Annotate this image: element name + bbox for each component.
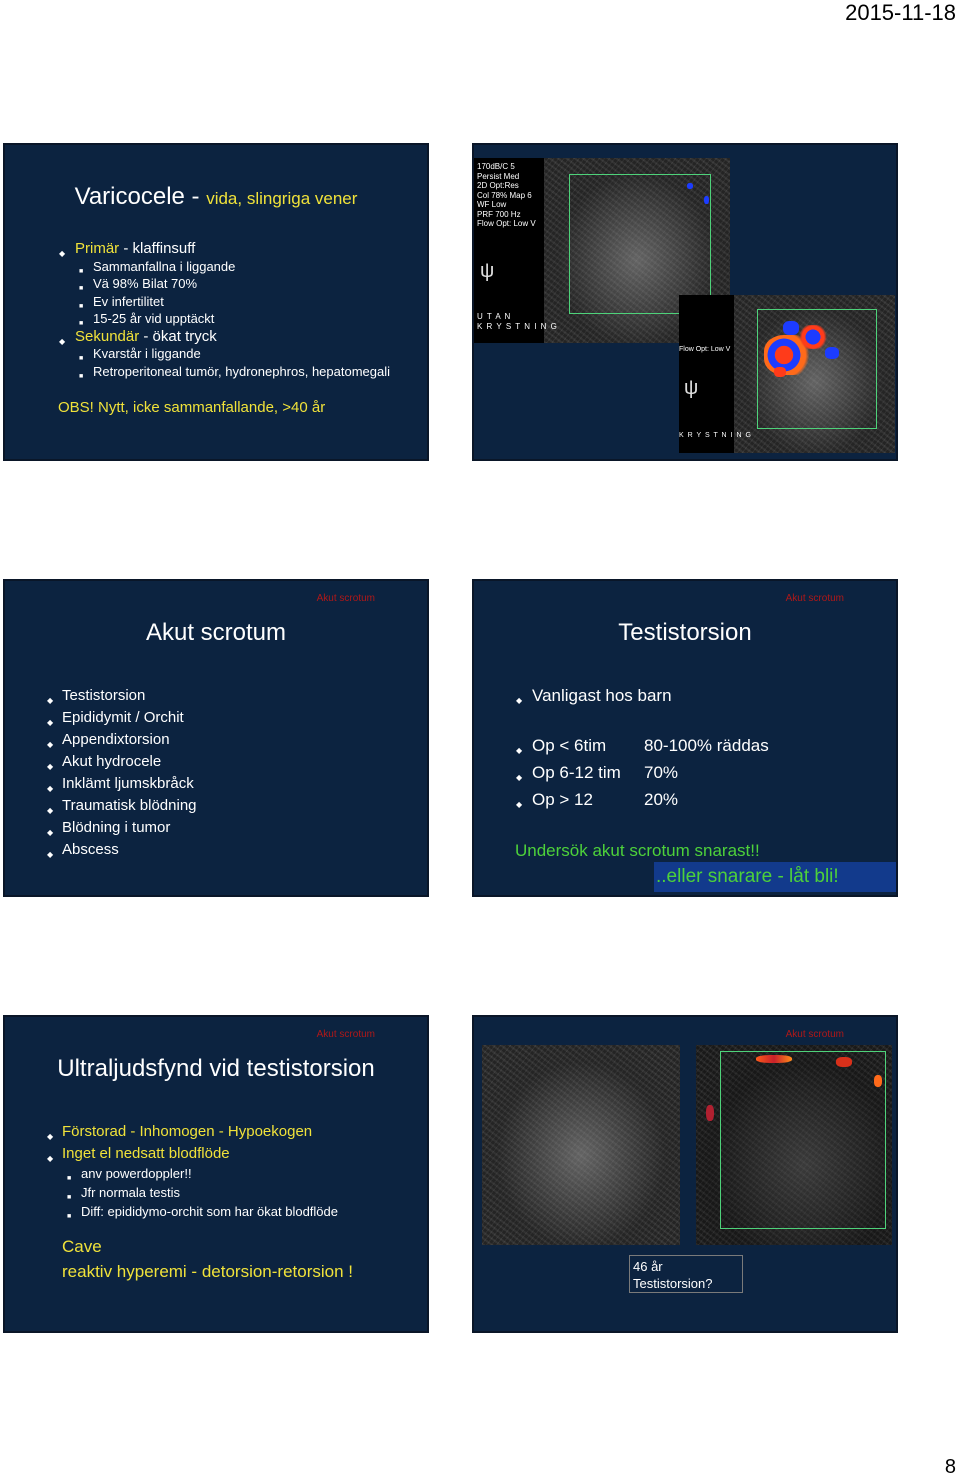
bullet-list [47,685,197,861]
scan-info: Flow Opt: Low V [679,346,731,353]
table-row [516,732,769,759]
row-label: Op > 12 [532,790,593,809]
slide-ultraljudsfynd [3,1015,429,1333]
sub-list [47,1164,338,1221]
title-main: Varicocele [74,183,185,210]
list-item: ■ Retroperitoneal tumör, hydronephros, hepatomegali [59,363,390,381]
list-item: ◆ Akut hydrocele [47,751,197,773]
list-item: ■ Vä 98% Bilat 70% [59,275,390,293]
doppler-spot [704,196,709,204]
slide-tag: Akut scrotum [785,1029,844,1040]
table-row [516,786,769,813]
row-value: 20% [644,790,679,809]
ultrasound-image-bottom [679,295,895,453]
primar-text: - klaffinsuff [119,240,196,257]
sekundar-text: - ökat tryck [139,327,217,345]
doppler-flow [783,321,799,335]
doppler-flow [774,367,786,377]
doppler-flow [799,325,827,349]
bullet-list [59,240,390,380]
slide-tag: Akut scrotum [316,1029,375,1040]
slide-ultrasound-torsion [472,1015,898,1333]
primar-label: Primär [75,240,120,257]
outcome-table [516,732,769,813]
doppler-flow [836,1057,852,1067]
slide-tag: Akut scrotum [785,593,844,604]
list-item: ■ 15-25 år vid upptäckt [59,310,390,328]
sekundar-label: Sekundär [75,327,140,345]
slide-akut-scrotum [3,579,429,897]
list-item: ◆ Vanligast hos barn [516,686,672,706]
list-item: ◆ Traumatisk blödning [47,795,197,817]
doppler-spot [687,183,693,189]
bullet-list [47,1121,312,1165]
bullet-list [516,686,672,706]
list-item: ◆ Testistorsion [47,685,197,707]
slide-varicocele [3,143,429,461]
cave-heading: Cave [62,1237,102,1256]
doppler-flow [756,1055,792,1063]
list-item: ■ Jfr normala testis [47,1183,338,1202]
page-number: 8 [944,1456,956,1478]
cave-text: reaktiv hyperemi - detorsion-retorsion ! [62,1262,354,1281]
slide-title: Testistorsion [618,619,752,646]
list-item [59,328,390,346]
slide-ultrasound-varicocele [472,143,898,461]
slide-tag: Akut scrotum [316,593,375,604]
slide-testistorsion [472,579,898,897]
note-primary: Undersök akut scrotum snarast!! [515,841,760,860]
list-item: ◆ Appendixtorsion [47,729,197,751]
list-item: ◆ Abscess [47,839,197,861]
row-value: 70% [644,763,679,782]
roi-box [720,1051,886,1229]
scan-info: 170dB/C 5 Persist Med 2D Opt:Res Col 78% Map 6 WF Low PRF 700 Hz Flow Opt: Low V [477,162,536,228]
list-item: ■ Ev infertilitet [59,293,390,311]
slide-title: Ultraljudsfynd vid testistorsion [57,1055,375,1082]
list-item: ■ Sammanfallna i liggande [59,258,390,276]
list-item: ◆ Inget el nedsatt blodflöde [47,1143,312,1165]
note-highlight: ..eller snarare - låt bli! [654,862,896,892]
doppler-flow [825,347,839,359]
list-item: ◆ Inklämt ljumskbråck [47,773,197,795]
row-value: 80-100% räddas [644,736,769,755]
list-item: ■ Kvarstår i liggande [59,345,390,363]
obs-note: OBS! Nytt, icke sammanfallande, >40 år [58,399,326,416]
doppler-flow [706,1105,714,1121]
table-row [516,759,769,786]
row-label: Op 6-12 tim [532,763,621,782]
list-item: ◆ Blödning i tumor [47,817,197,839]
slide-title: Akut scrotum [145,619,287,646]
row-label: Op < 6tim [532,736,607,755]
doppler-flow [874,1075,882,1087]
ultrasound-image-right [696,1045,892,1245]
ultrasound-image-left [482,1045,680,1245]
caption-line: Testistorsion? [633,1276,713,1291]
title-dash: - [184,183,207,210]
header-date: 2015-11-18 [845,0,956,25]
info-panel [679,295,734,453]
slide-title [5,183,427,211]
probe-icon: ψ [480,260,495,282]
caption-line: 46 år [633,1259,663,1274]
roi-box [569,174,711,314]
list-item: ◆ Förstorad - Inhomogen - Hypoekogen [47,1121,312,1143]
ultrasound-texture [482,1045,680,1245]
probe-icon: ψ [684,377,699,399]
list-item [59,240,390,258]
title-sub: vida, slingriga vener [206,189,358,208]
list-item: ■ Diff: epididymo-orchit som har ökat blodflöde [47,1202,338,1221]
list-item: ◆ Epididymit / Orchit [47,707,197,729]
list-item: ■ anv powerdoppler!! [47,1164,338,1183]
image-caption [629,1255,743,1293]
scan-label: K R Y S T N I N G [679,432,752,439]
scan-label: U T A N K R Y S T N I N G [477,312,558,331]
